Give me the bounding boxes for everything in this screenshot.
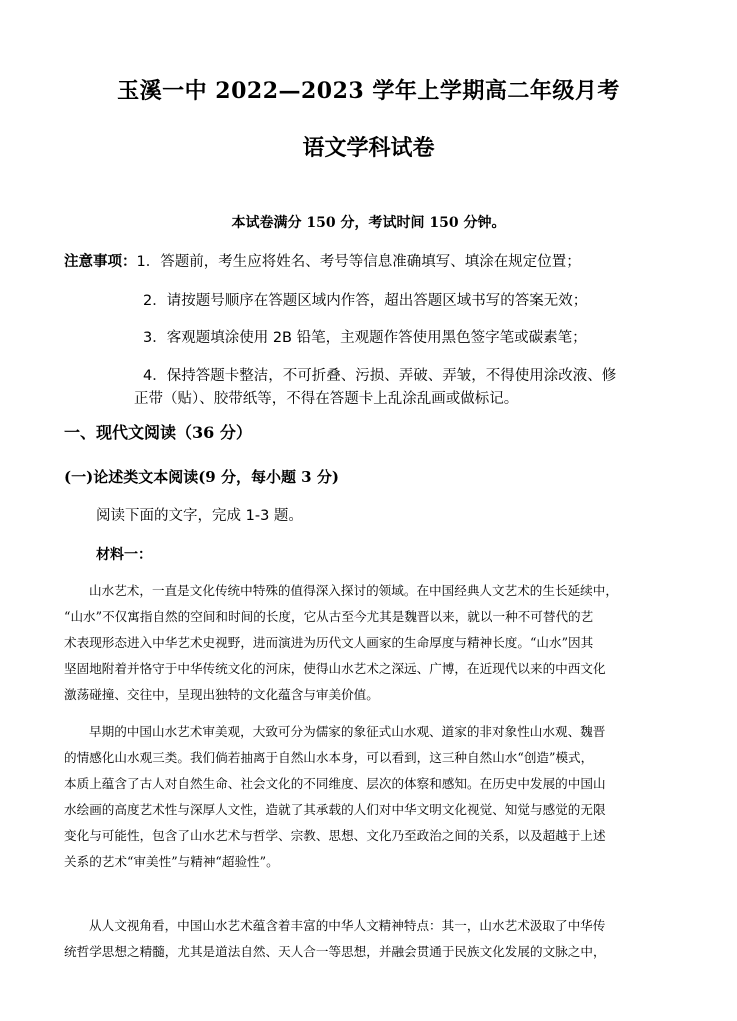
passage-line: 从人文视角看，中国山水艺术蕴含着丰富的中华人文精神特点：其一，山水艺术汲取了中华传: [89, 918, 606, 933]
material-label: 材料一：: [96, 547, 152, 563]
exam-info: 本试卷满分 150 分，考试时间 150 分钟。: [231, 215, 506, 231]
passage-paragraph-3: [64, 913, 670, 965]
passage-line: 的情感化山水观三类。我们倘若抽离于自然山水本身，可以看到，这三种自然山水“创造”模式，: [64, 750, 594, 765]
notes-item-4: 4．保持答题卡整洁，不可折叠、污损、弄破、弄皱，不得使用涂改液、修: [143, 368, 617, 384]
notes-heading: 注意事项：: [64, 254, 137, 270]
passage-line: 术表现形态进入中华艺术史视野，进而演进为历代文人画家的生命厚度与精神长度。“山水”因其: [64, 635, 594, 650]
notes-item-3: 3．客观题填涂使用 2B 铅笔，主观题作答使用黑色签字笔或碳素笔；: [143, 330, 587, 346]
passage-line: 本质上蕴含了古人对自然生命、社会文化的不同维度、层次的体察和感知。在历史中发展的中国山: [64, 776, 606, 791]
passage-line: 统哲学思想之精髓，尤其是道法自然、天人合一等思想，并融会贯通于民族文化发展的文脉之中，: [64, 944, 606, 959]
exam-title: 玉溪一中 2022—2023 学年上学期高二年级月考: [117, 78, 620, 104]
passage-paragraph-2: [64, 719, 670, 875]
passage-paragraph-1: [64, 578, 670, 708]
section-title-modern-reading: 一、现代文阅读（36 分）: [64, 423, 252, 442]
notes-item-1: 1．答题前，考生应将姓名、考号等信息准确填写、填涂在规定位置；: [136, 254, 581, 270]
reading-instruction: 阅读下面的文字，完成 1-3 题。: [96, 508, 303, 524]
passage-line: 关系的艺术“审美性”与精神“超验性”。: [64, 854, 279, 869]
exam-subtitle: 语文学科试卷: [302, 135, 435, 161]
passage-line: “山水”不仅寓指自然的空间和时间的长度，它从古至今尤其是魏晋以来，就以一种不可替代的艺: [64, 609, 594, 624]
passage-line: 坚固地附着并恪守于中华传统文化的河床，使得山水艺术之深远、广博，在近现代以来的中西文化: [64, 661, 606, 676]
notes-item-2: 2．请按题号顺序在答题区域内作答，超出答题区域书写的答案无效；: [143, 293, 588, 309]
passage-line: 激荡碰撞、交往中，呈现出独特的文化蕴含与审美价值。: [64, 687, 379, 702]
passage-line: 早期的中国山水艺术审美观，大致可分为儒家的象征式山水观、道家的非对象性山水观、魏晋: [89, 724, 606, 739]
notes-row-1: [64, 250, 581, 271]
passage-line: 山水艺术，一直是文化传统中特殊的值得深入探讨的领域。在中国经典人文艺术的生长延续中，: [89, 583, 618, 598]
passage-line: 变化与可能性，包含了山水艺术与哲学、宗教、思想、文化乃至政治之间的关系，以及超越于上述: [64, 828, 606, 843]
passage-line: 水绘画的高度艺术性与深厚人文性，造就了其承载的人们对中华文明文化视觉、知觉与感觉的无限: [64, 802, 606, 817]
section-title-argumentative: (一)论述类文本阅读(9 分，每小题 3 分): [64, 468, 339, 486]
notes-item-4-cont: 正带（贴）、胶带纸等，不得在答题卡上乱涂乱画或做标记。: [134, 391, 519, 407]
